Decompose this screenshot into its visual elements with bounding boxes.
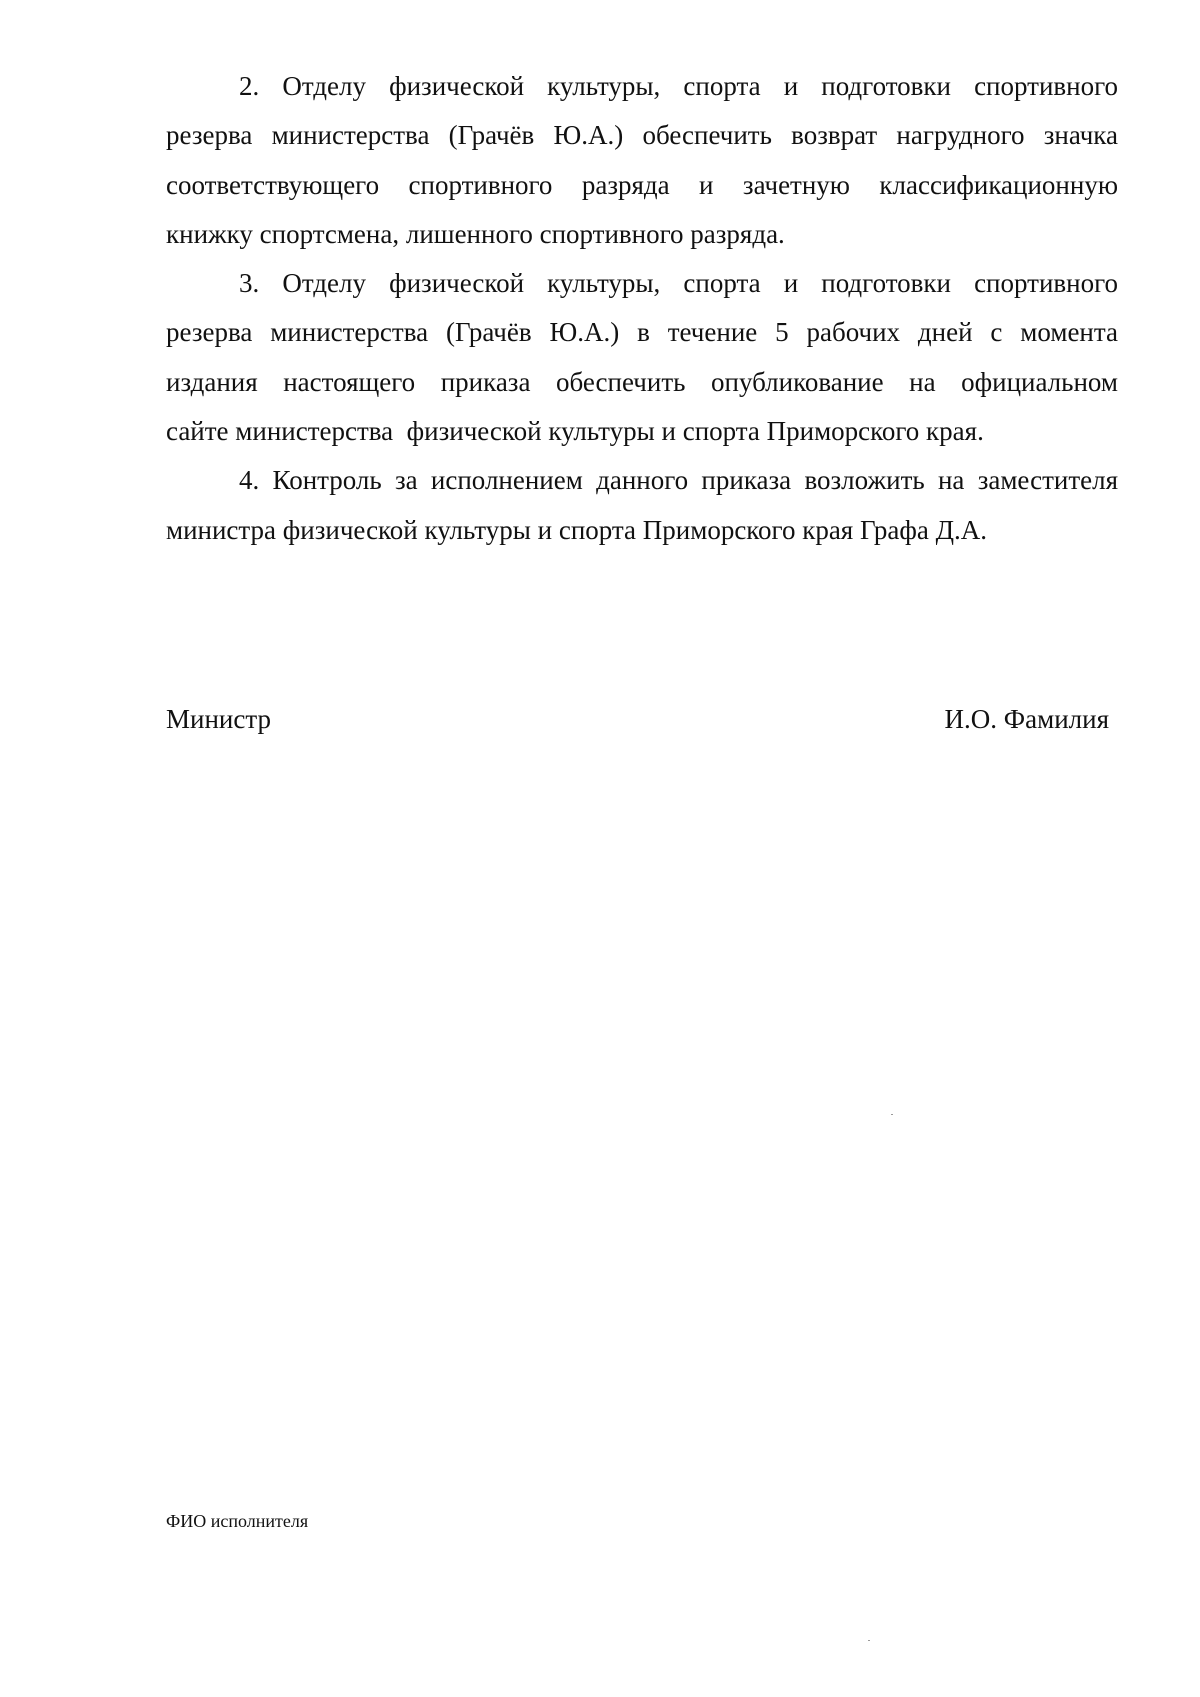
paragraph-line: 4. Контроль за исполнением данного приказа возложить на заместителя [239, 465, 1118, 496]
paragraph-line: соответствующего спортивного разряда и зачетную классификационную [166, 169, 1118, 200]
paragraph-4 [166, 456, 1118, 555]
signature-block [166, 698, 1109, 740]
document-body [166, 62, 1118, 555]
signatory-name: И.О. Фамилия [944, 704, 1109, 734]
paragraph-line: резерва министерства (Грачёв Ю.А.) в течение 5 рабочих дней с момента [166, 317, 1118, 348]
paragraph-line: 2. Отделу физической культуры, спорта и подготовки спортивного [239, 71, 1118, 101]
executor-name: ФИО исполнителя [166, 1511, 309, 1531]
paragraph-line: издания настоящего приказа обеспечить опубликование на официальном [166, 366, 1118, 397]
scan-speck [868, 1640, 870, 1641]
signatory-position: Министр [166, 704, 271, 734]
paragraph-3 [166, 259, 1118, 456]
scan-speck [891, 1114, 893, 1115]
paragraph-line: министра физической культуры и спорта Приморского края Графа Д.А. [166, 514, 988, 545]
paragraph-line: сайте министерства физической культуры и спорта Приморского края. [166, 416, 984, 447]
paragraph-line: книжку спортсмена, лишенного спортивного разряда. [166, 218, 785, 249]
paragraph-line: резерва министерства (Грачёв Ю.А.) обеспечить возврат нагрудного значка [166, 120, 1118, 151]
paragraph-2 [166, 62, 1118, 259]
paragraph-line: 3. Отделу физической культуры, спорта и подготовки спортивного [239, 268, 1118, 299]
